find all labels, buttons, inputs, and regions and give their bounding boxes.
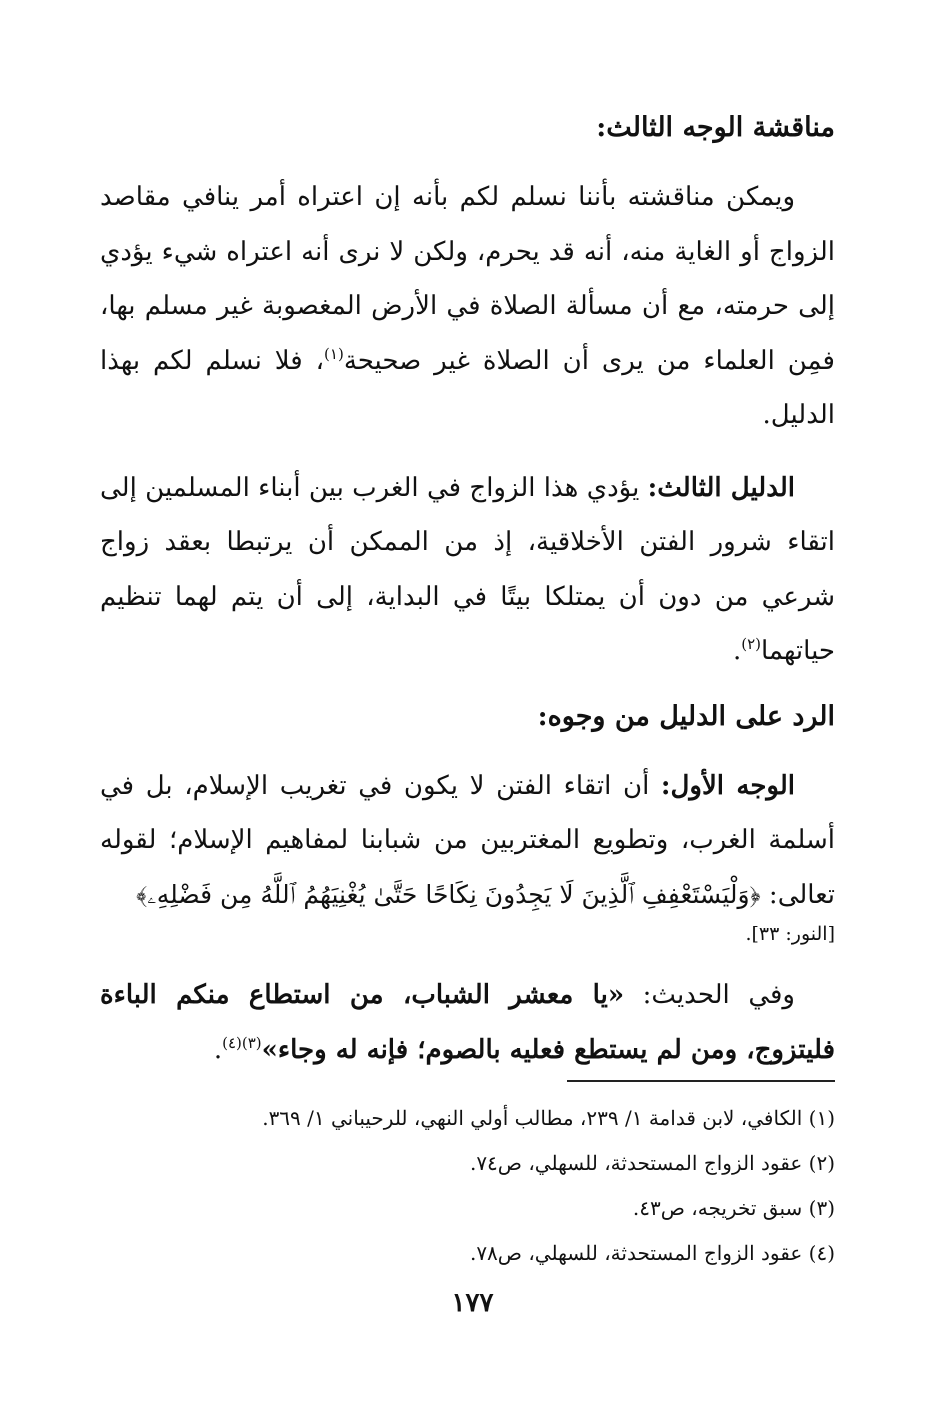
paragraph-discussion-text: ويمكن مناقشته بأننا نسلم لكم بأنه إن اعتراه أمر ينافي مقاصد الزواج أو الغاية منه، أنه قد يحرم، ولكن لا نرى أنه اعتراه شيء يؤدي إلى حرمته، مع أن مسألة الصلاة في الأرض المغصوبة غير مسلم بها، فمِن العلماء من يرى أن الصلاة غير صحيحة — [100, 182, 835, 376]
third-evidence-tail: . — [732, 636, 742, 666]
page-number: ١٧٧ — [451, 1288, 494, 1318]
paragraph-first-aspect — [100, 759, 835, 923]
page-body — [100, 108, 835, 1095]
quran-verse: ﴿وَلْيَسْتَعْفِفِ ٱلَّذِينَ لَا يَجِدُونَ نِكَاحًا حَتَّىٰ يُغْنِيَهُمُ ٱللَّهُ مِن فَضْلِهِۦ﴾ — [136, 879, 761, 909]
footnote-1: (١) الكافي، لابن قدامة ١/ ٢٣٩، مطالب أولي النهي، للرحيباني ١/ ٣٦٩. — [262, 1106, 835, 1130]
first-aspect-label: الوجه الأول: — [660, 770, 795, 801]
footnote-divider — [567, 1080, 835, 1082]
hadith-tail: . — [213, 1034, 223, 1065]
paragraph-third-evidence — [100, 461, 835, 679]
heading-discussion: مناقشة الوجه الثالث: — [596, 112, 835, 143]
footnote-3: (٣) سبق تخريجه، ص٤٣. — [632, 1196, 835, 1220]
footnote-marker-1: (١) — [324, 344, 344, 363]
footnote-marker-3-4: (٣)(٤) — [222, 1033, 262, 1052]
paragraph-discussion — [100, 170, 835, 443]
hadith-intro: وفي الحديث: — [624, 980, 795, 1010]
paragraph-hadith — [100, 968, 835, 1077]
paragraph-discussion-tail: ، فلا نسلم لكم بهذا الدليل. — [100, 345, 835, 430]
third-evidence-label: الدليل الثالث: — [647, 472, 796, 503]
first-aspect-text: أن اتقاء الفتن لا يكون في تغريب الإسلام، بل في أسلمة الغرب، وتطويع المغتربين من شبابنا لمفاهيم الإسلام؛ لقوله تعالى: — [100, 770, 835, 910]
quran-citation: [النور: ٣٣]. — [745, 923, 835, 945]
footnote-4: (٤) عقود الزواج المستحدثة، للسهلي، ص٧٨. — [469, 1241, 835, 1265]
footnote-marker-2: (٢) — [741, 635, 761, 653]
hadith-quote: «يا معشر الشباب، من استطاع منكم الباءة فليتزوج، ومن لم يستطع فعليه بالصوم؛ فإنه له وجاء» — [100, 980, 835, 1065]
third-evidence-text: يؤدي هذا الزواج في الغرب بين أبناء المسلمين إلى اتقاء شرور الفتن الأخلاقية، إذ من الممكن أن يرتبطا بعقد زواج شرعي من دون أن يمتلكا بيتًا في البداية، إلى أن يتم لهما تنظيم حياتهما — [100, 472, 835, 666]
footnote-2: (٢) عقود الزواج المستحدثة، للسهلي، ص٧٤. — [469, 1151, 835, 1175]
heading-reply: الرد على الدليل من وجوه: — [537, 700, 835, 732]
footnotes — [115, 1096, 835, 1276]
